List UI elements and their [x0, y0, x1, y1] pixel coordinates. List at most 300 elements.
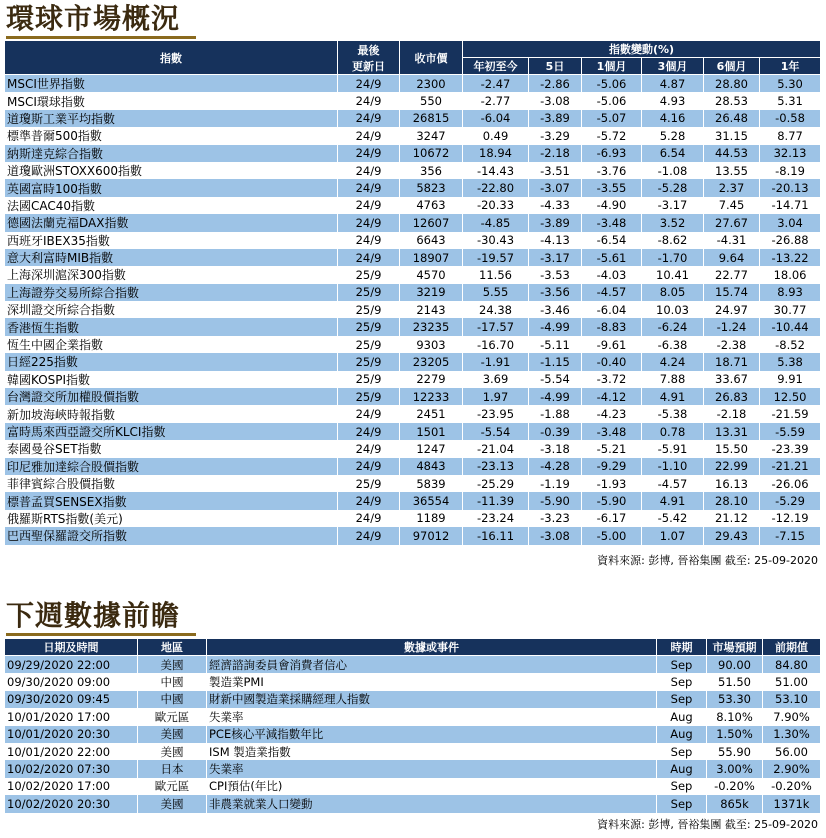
value-cell: -3.07	[529, 179, 582, 196]
value-cell: -5.38	[642, 405, 704, 422]
datetime-cell: 09/30/2020 09:00	[5, 673, 138, 690]
forecast-cell: 8.10%	[707, 708, 763, 725]
table-row	[5, 301, 821, 318]
index-name-cell: 新加坡海峽時報指數	[5, 405, 338, 422]
previous-cell: -0.20%	[763, 778, 821, 795]
value-cell: 24.38	[463, 301, 529, 318]
value-cell: 3247	[400, 127, 463, 144]
value-cell: 31.15	[704, 127, 760, 144]
value-cell: 11.56	[463, 266, 529, 283]
region-cell: 歐元區	[138, 708, 207, 725]
value-cell: -3.08	[529, 527, 582, 544]
forecast-cell: 3.00%	[707, 760, 763, 777]
period-cell: Sep	[657, 673, 707, 690]
value-cell: 10.41	[642, 266, 704, 283]
period-cell: Sep	[657, 691, 707, 708]
value-cell: -3.48	[582, 214, 642, 231]
index-name-cell: 韓國KOSPI指數	[5, 371, 338, 388]
value-cell: 4.91	[642, 388, 704, 405]
period-cell: Aug	[657, 760, 707, 777]
table-row	[5, 110, 821, 127]
event-cell: 經濟諮詢委員會消費者信心	[207, 656, 657, 674]
value-cell: 18.06	[760, 266, 821, 283]
index-name-cell: 道瓊斯工業平均指數	[5, 110, 338, 127]
market-section-title: 環球市場概況	[6, 2, 180, 36]
value-cell: -19.57	[463, 249, 529, 266]
value-cell: -23.95	[463, 405, 529, 422]
value-cell: 33.67	[704, 371, 760, 388]
value-cell: 15.74	[704, 284, 760, 301]
value-cell: 15.50	[704, 440, 760, 457]
region-cell: 日本	[138, 760, 207, 777]
region-cell: 美國	[138, 795, 207, 812]
event-cell: 製造業PMI	[207, 673, 657, 690]
value-cell: -5.91	[642, 440, 704, 457]
value-cell: 22.99	[704, 458, 760, 475]
period-cell: Sep	[657, 743, 707, 760]
table-row	[5, 440, 821, 457]
value-cell: -6.24	[642, 318, 704, 335]
header-index: 指數	[5, 41, 338, 75]
header-period: 5日	[529, 58, 582, 75]
value-cell: -4.85	[463, 214, 529, 231]
header-previous: 前期值	[763, 639, 821, 656]
value-cell: -5.90	[529, 492, 582, 509]
index-name-cell: 意大利富時MIB指數	[5, 249, 338, 266]
value-cell: 2279	[400, 371, 463, 388]
value-cell: -4.57	[642, 475, 704, 492]
value-cell: 5.38	[760, 353, 821, 370]
value-cell: 1.07	[642, 527, 704, 544]
index-name-cell: 法國CAC40指數	[5, 197, 338, 214]
value-cell: -5.00	[582, 527, 642, 544]
value-cell: -5.54	[529, 371, 582, 388]
event-cell: 非農業就業人口變動	[207, 795, 657, 812]
index-name-cell: 泰國曼谷SET指數	[5, 440, 338, 457]
table-row	[5, 284, 821, 301]
value-cell: 24/9	[338, 92, 400, 109]
value-cell: 24/9	[338, 110, 400, 127]
value-cell: 3219	[400, 284, 463, 301]
value-cell: 24/9	[338, 510, 400, 527]
index-name-cell: 上海深圳滬深300指數	[5, 266, 338, 283]
table-row	[5, 778, 821, 795]
value-cell: 550	[400, 92, 463, 109]
value-cell: -8.52	[760, 336, 821, 353]
events-table	[4, 638, 821, 813]
value-cell: 23205	[400, 353, 463, 370]
value-cell: 24/9	[338, 492, 400, 509]
value-cell: 0.49	[463, 127, 529, 144]
value-cell: 5839	[400, 475, 463, 492]
forecast-cell: 51.50	[707, 673, 763, 690]
value-cell: -3.89	[529, 110, 582, 127]
value-cell: -6.54	[582, 232, 642, 249]
datetime-cell: 10/02/2020 07:30	[5, 760, 138, 777]
value-cell: -4.12	[582, 388, 642, 405]
market-table	[4, 40, 821, 545]
table-row	[5, 197, 821, 214]
value-cell: 26.83	[704, 388, 760, 405]
value-cell: -1.24	[704, 318, 760, 335]
previous-cell: 1.30%	[763, 726, 821, 743]
table-row	[5, 795, 821, 812]
period-cell: Sep	[657, 656, 707, 674]
value-cell: -10.44	[760, 318, 821, 335]
value-cell: 44.53	[704, 145, 760, 162]
value-cell: 23235	[400, 318, 463, 335]
value-cell: -8.19	[760, 162, 821, 179]
value-cell: 28.80	[704, 75, 760, 93]
header-period: 時期	[657, 639, 707, 656]
value-cell: 8.05	[642, 284, 704, 301]
value-cell: 4843	[400, 458, 463, 475]
table-row	[5, 691, 821, 708]
value-cell: -23.39	[760, 440, 821, 457]
value-cell: 25/9	[338, 318, 400, 335]
table-row	[5, 75, 821, 93]
value-cell: -5.21	[582, 440, 642, 457]
value-cell: 1.97	[463, 388, 529, 405]
value-cell: 1247	[400, 440, 463, 457]
datetime-cell: 10/02/2020 17:00	[5, 778, 138, 795]
value-cell: 5.55	[463, 284, 529, 301]
value-cell: 24/9	[338, 75, 400, 93]
value-cell: -17.57	[463, 318, 529, 335]
region-cell: 美國	[138, 743, 207, 760]
value-cell: -4.13	[529, 232, 582, 249]
value-cell: -26.88	[760, 232, 821, 249]
table-row	[5, 353, 821, 370]
table-row	[5, 656, 821, 674]
value-cell: 18907	[400, 249, 463, 266]
value-cell: 6643	[400, 232, 463, 249]
value-cell: 32.13	[760, 145, 821, 162]
value-cell: -6.17	[582, 510, 642, 527]
value-cell: 3.69	[463, 371, 529, 388]
value-cell: -1.08	[642, 162, 704, 179]
value-cell: 28.53	[704, 92, 760, 109]
value-cell: 2.37	[704, 179, 760, 196]
value-cell: 5823	[400, 179, 463, 196]
header-close: 收市價	[400, 41, 463, 75]
value-cell: 12.50	[760, 388, 821, 405]
value-cell: -4.33	[529, 197, 582, 214]
table-row	[5, 318, 821, 335]
table-row	[5, 92, 821, 109]
index-name-cell: 香港恆生指數	[5, 318, 338, 335]
value-cell: 18.94	[463, 145, 529, 162]
period-cell: Sep	[657, 778, 707, 795]
value-cell: -5.61	[582, 249, 642, 266]
event-cell: 失業率	[207, 760, 657, 777]
value-cell: 25/9	[338, 284, 400, 301]
table-row	[5, 388, 821, 405]
region-cell: 美國	[138, 726, 207, 743]
value-cell: -16.70	[463, 336, 529, 353]
period-cell: Aug	[657, 726, 707, 743]
value-cell: 4.91	[642, 492, 704, 509]
value-cell: -5.54	[463, 423, 529, 440]
header-period: 年初至今	[463, 58, 529, 75]
value-cell: 22.77	[704, 266, 760, 283]
forecast-cell: 865k	[707, 795, 763, 812]
value-cell: -0.58	[760, 110, 821, 127]
value-cell: -4.03	[582, 266, 642, 283]
value-cell: 1501	[400, 423, 463, 440]
event-cell: PCE核心平減指數年比	[207, 726, 657, 743]
value-cell: -5.06	[582, 75, 642, 93]
value-cell: -26.06	[760, 475, 821, 492]
period-cell: Sep	[657, 795, 707, 812]
value-cell: 36554	[400, 492, 463, 509]
value-cell: 30.77	[760, 301, 821, 318]
table-row	[5, 371, 821, 388]
table-row	[5, 405, 821, 422]
value-cell: 24/9	[338, 423, 400, 440]
value-cell: -5.29	[760, 492, 821, 509]
value-cell: -2.47	[463, 75, 529, 93]
value-cell: 24/9	[338, 127, 400, 144]
value-cell: -6.93	[582, 145, 642, 162]
value-cell: 25/9	[338, 353, 400, 370]
index-name-cell: 標普孟買SENSEX指數	[5, 492, 338, 509]
value-cell: -30.43	[463, 232, 529, 249]
value-cell: -4.23	[582, 405, 642, 422]
value-cell: 3.04	[760, 214, 821, 231]
header-latest-update: 最後 更新日	[338, 41, 400, 75]
value-cell: 9.91	[760, 371, 821, 388]
value-cell: 9.64	[704, 249, 760, 266]
region-cell: 中國	[138, 691, 207, 708]
value-cell: 4570	[400, 266, 463, 283]
value-cell: -1.19	[529, 475, 582, 492]
header-period: 1年	[760, 58, 821, 75]
table-row	[5, 475, 821, 492]
value-cell: -3.55	[582, 179, 642, 196]
index-name-cell: 俄羅斯RTS指數(美元)	[5, 510, 338, 527]
value-cell: -2.18	[704, 405, 760, 422]
value-cell: -0.40	[582, 353, 642, 370]
value-cell: -23.24	[463, 510, 529, 527]
region-cell: 歐元區	[138, 778, 207, 795]
period-cell: Aug	[657, 708, 707, 725]
event-cell: ISM 製造業指數	[207, 743, 657, 760]
value-cell: 24/9	[338, 440, 400, 457]
table-row	[5, 726, 821, 743]
previous-cell: 7.90%	[763, 708, 821, 725]
value-cell: 2451	[400, 405, 463, 422]
index-name-cell: 巴西聖保羅證交所指數	[5, 527, 338, 544]
value-cell: -4.90	[582, 197, 642, 214]
value-cell: 24/9	[338, 527, 400, 544]
table-row	[5, 127, 821, 144]
value-cell: 6.54	[642, 145, 704, 162]
value-cell: -22.80	[463, 179, 529, 196]
forecast-cell: 1.50%	[707, 726, 763, 743]
table-row	[5, 423, 821, 440]
value-cell: 12233	[400, 388, 463, 405]
table-row	[5, 249, 821, 266]
value-cell: -3.29	[529, 127, 582, 144]
value-cell: 4763	[400, 197, 463, 214]
value-cell: 18.71	[704, 353, 760, 370]
value-cell: -14.71	[760, 197, 821, 214]
header-region: 地區	[138, 639, 207, 656]
value-cell: -5.06	[582, 92, 642, 109]
value-cell: 2143	[400, 301, 463, 318]
table-row	[5, 458, 821, 475]
value-cell: -3.56	[529, 284, 582, 301]
forecast-cell: 90.00	[707, 656, 763, 674]
index-name-cell: 深圳證交所綜合指數	[5, 301, 338, 318]
table-row	[5, 336, 821, 353]
value-cell: 24/9	[338, 197, 400, 214]
index-name-cell: 德國法蘭克福DAX指數	[5, 214, 338, 231]
value-cell: 27.67	[704, 214, 760, 231]
value-cell: -2.77	[463, 92, 529, 109]
value-cell: 7.45	[704, 197, 760, 214]
value-cell: -20.33	[463, 197, 529, 214]
header-period: 3個月	[642, 58, 704, 75]
previous-cell: 56.00	[763, 743, 821, 760]
index-name-cell: 恆生中國企業指數	[5, 336, 338, 353]
value-cell: 4.93	[642, 92, 704, 109]
table-row	[5, 145, 821, 162]
value-cell: -3.08	[529, 92, 582, 109]
value-cell: 24/9	[338, 179, 400, 196]
events-section-title: 下週數據前瞻	[6, 599, 180, 633]
value-cell: 24/9	[338, 405, 400, 422]
value-cell: -13.22	[760, 249, 821, 266]
value-cell: -1.91	[463, 353, 529, 370]
value-cell: -5.90	[582, 492, 642, 509]
value-cell: -0.39	[529, 423, 582, 440]
header-change-group: 指數變動(%)	[463, 41, 821, 58]
forecast-cell: 55.90	[707, 743, 763, 760]
datetime-cell: 10/02/2020 20:30	[5, 795, 138, 812]
value-cell: -4.28	[529, 458, 582, 475]
table-row	[5, 708, 821, 725]
value-cell: 356	[400, 162, 463, 179]
value-cell: -5.42	[642, 510, 704, 527]
value-cell: 24/9	[338, 249, 400, 266]
index-name-cell: 富時馬來西亞證交所KLCI指數	[5, 423, 338, 440]
index-name-cell: 上海證券交易所綜合指數	[5, 284, 338, 301]
index-name-cell: 英國富時100指數	[5, 179, 338, 196]
forecast-cell: -0.20%	[707, 778, 763, 795]
index-name-cell: 台灣證交所加權股價指數	[5, 388, 338, 405]
value-cell: -20.13	[760, 179, 821, 196]
value-cell: 4.24	[642, 353, 704, 370]
previous-cell: 2.90%	[763, 760, 821, 777]
forecast-cell: 53.30	[707, 691, 763, 708]
value-cell: -25.29	[463, 475, 529, 492]
value-cell: 25/9	[338, 371, 400, 388]
value-cell: -4.99	[529, 318, 582, 335]
value-cell: -9.29	[582, 458, 642, 475]
value-cell: -6.04	[582, 301, 642, 318]
value-cell: -3.72	[582, 371, 642, 388]
header-event: 數據或事件	[207, 639, 657, 656]
value-cell: -3.89	[529, 214, 582, 231]
value-cell: -1.15	[529, 353, 582, 370]
table-row	[5, 527, 821, 544]
value-cell: 13.55	[704, 162, 760, 179]
value-cell: -1.70	[642, 249, 704, 266]
header-datetime: 日期及時間	[5, 639, 138, 656]
value-cell: -3.23	[529, 510, 582, 527]
value-cell: 25/9	[338, 336, 400, 353]
previous-cell: 84.80	[763, 656, 821, 674]
table-row	[5, 743, 821, 760]
table-row	[5, 760, 821, 777]
value-cell: 12607	[400, 214, 463, 231]
datetime-cell: 09/30/2020 09:45	[5, 691, 138, 708]
value-cell: 24.97	[704, 301, 760, 318]
value-cell: 25/9	[338, 475, 400, 492]
value-cell: -21.04	[463, 440, 529, 457]
value-cell: 29.43	[704, 527, 760, 544]
value-cell: -23.13	[463, 458, 529, 475]
index-name-cell: 納斯達克綜合指數	[5, 145, 338, 162]
value-cell: -5.07	[582, 110, 642, 127]
value-cell: -12.19	[760, 510, 821, 527]
value-cell: 21.12	[704, 510, 760, 527]
value-cell: -5.28	[642, 179, 704, 196]
value-cell: -1.10	[642, 458, 704, 475]
table-row	[5, 162, 821, 179]
event-cell: 財新中國製造業採購經理人指數	[207, 691, 657, 708]
value-cell: 13.31	[704, 423, 760, 440]
datetime-cell: 09/29/2020 22:00	[5, 656, 138, 674]
value-cell: -4.31	[704, 232, 760, 249]
index-name-cell: 印尼雅加達綜合股價指數	[5, 458, 338, 475]
value-cell: -2.18	[529, 145, 582, 162]
value-cell: 24/9	[338, 145, 400, 162]
value-cell: 10.03	[642, 301, 704, 318]
value-cell: -7.15	[760, 527, 821, 544]
value-cell: 7.88	[642, 371, 704, 388]
value-cell: 4.16	[642, 110, 704, 127]
datetime-cell: 10/01/2020 22:00	[5, 743, 138, 760]
value-cell: 24/9	[338, 162, 400, 179]
value-cell: 24/9	[338, 214, 400, 231]
value-cell: 1189	[400, 510, 463, 527]
value-cell: -6.38	[642, 336, 704, 353]
value-cell: -3.17	[642, 197, 704, 214]
value-cell: -4.57	[582, 284, 642, 301]
header-period: 1個月	[582, 58, 642, 75]
event-cell: 失業率	[207, 708, 657, 725]
value-cell: -5.11	[529, 336, 582, 353]
table-row	[5, 214, 821, 231]
value-cell: 97012	[400, 527, 463, 544]
table-row	[5, 179, 821, 196]
value-cell: 8.77	[760, 127, 821, 144]
event-cell: CPI預估(年比)	[207, 778, 657, 795]
value-cell: 25/9	[338, 266, 400, 283]
value-cell: 25/9	[338, 388, 400, 405]
value-cell: 25/9	[338, 301, 400, 318]
value-cell: -11.39	[463, 492, 529, 509]
value-cell: -4.99	[529, 388, 582, 405]
value-cell: 28.10	[704, 492, 760, 509]
value-cell: -8.83	[582, 318, 642, 335]
table-row	[5, 492, 821, 509]
value-cell: -3.46	[529, 301, 582, 318]
value-cell: 4.87	[642, 75, 704, 93]
